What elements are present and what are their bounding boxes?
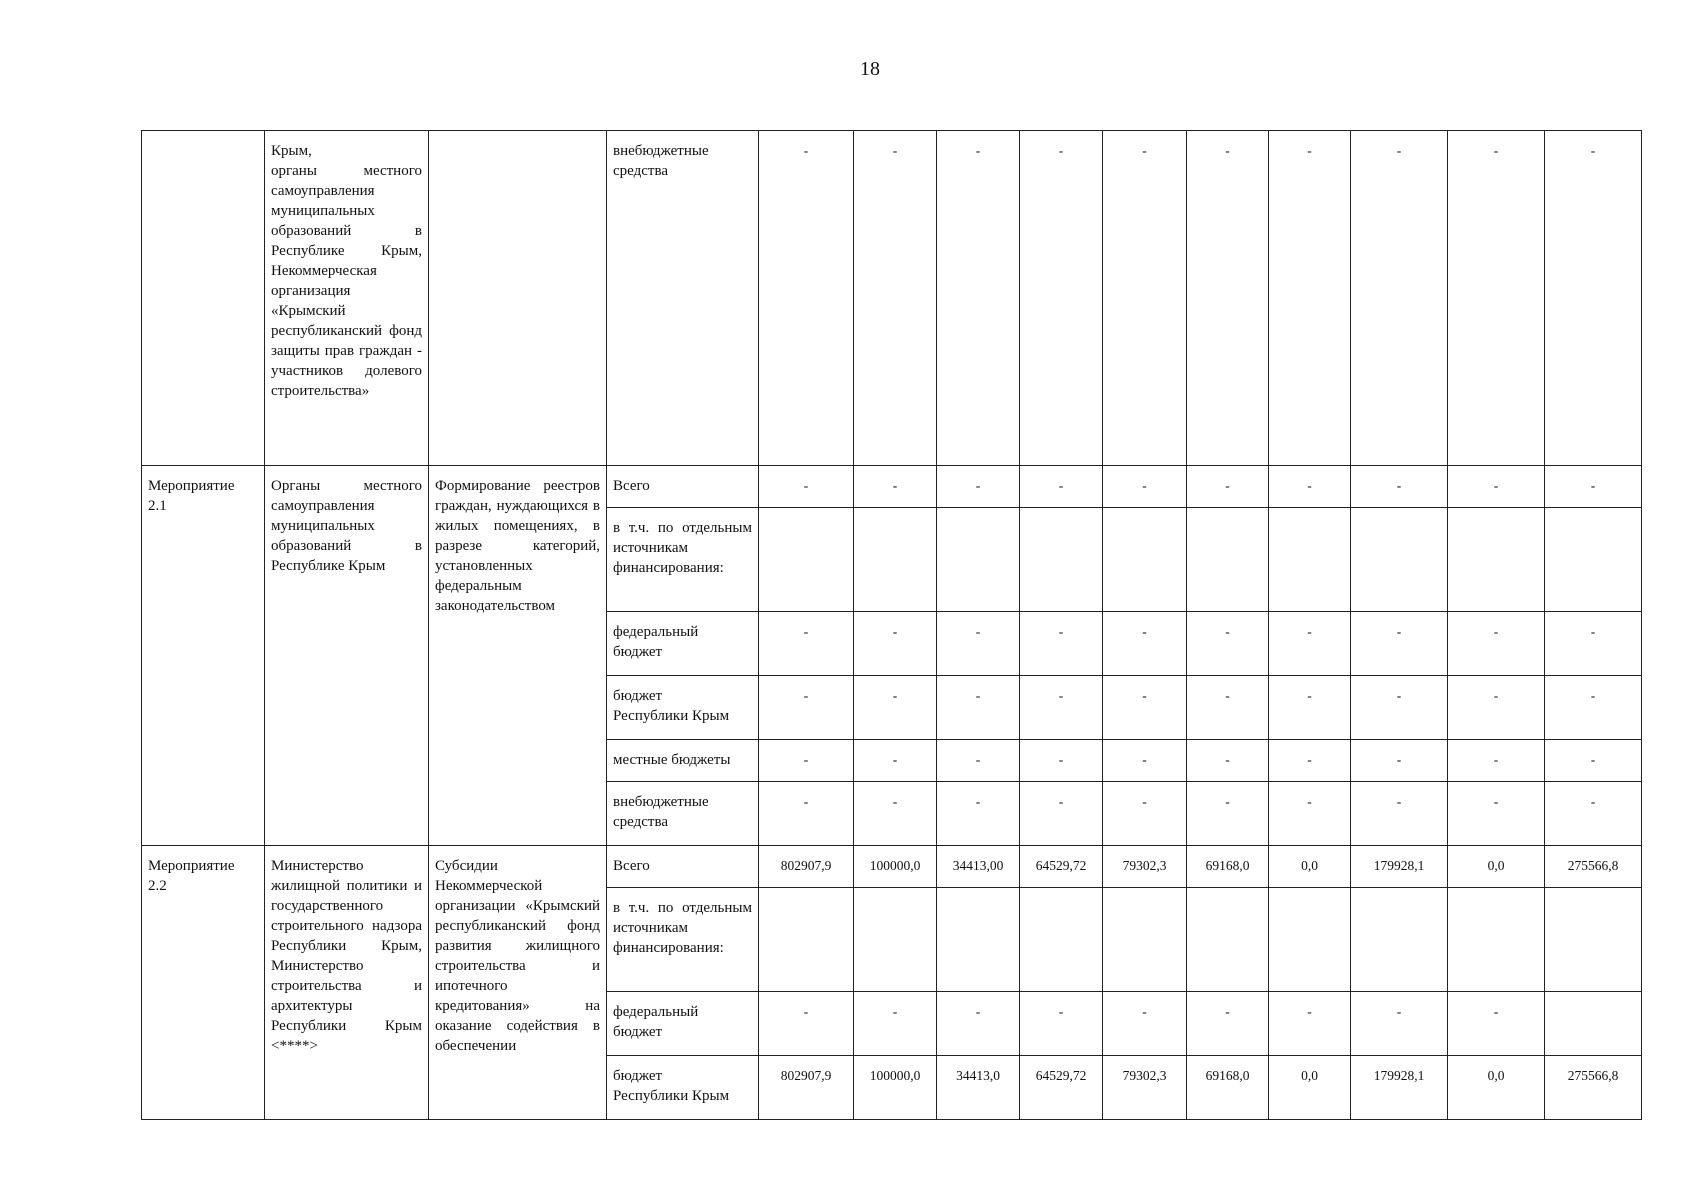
table-row — [142, 846, 1642, 888]
amount-cell: 69168,0 — [1187, 1056, 1269, 1120]
funding-source-label: внебюджетные средства — [607, 782, 759, 846]
amount-cell — [1103, 508, 1187, 612]
amount-cell: - — [1448, 740, 1545, 782]
amount-cell: 100000,0 — [854, 1056, 937, 1120]
amount-cell: 64529,72 — [1020, 1056, 1103, 1120]
amount-cell — [1020, 508, 1103, 612]
amount-cell: 179928,1 — [1351, 846, 1448, 888]
amount-cell: - — [937, 782, 1020, 846]
amount-cell: - — [1269, 740, 1351, 782]
amount-cell: - — [937, 740, 1020, 782]
amount-cell: - — [1448, 992, 1545, 1056]
amount-cell — [1351, 888, 1448, 992]
amount-cell: 34413,0 — [937, 1056, 1020, 1120]
amount-cell: - — [1545, 782, 1642, 846]
amount-cell: - — [1103, 466, 1187, 508]
amount-cell: - — [1269, 466, 1351, 508]
amount-cell: - — [1020, 782, 1103, 846]
funding-source-label: федеральный бюджет — [607, 612, 759, 676]
amount-cell: - — [1351, 782, 1448, 846]
amount-cell — [1351, 508, 1448, 612]
amount-cell: - — [759, 676, 854, 740]
amount-cell: - — [1545, 740, 1642, 782]
funding-source-label: в т.ч. по отдельным источникам финансирования: — [607, 888, 759, 992]
funding-source-label: в т.ч. по отдельным источникам финансирования: — [607, 508, 759, 612]
amount-cell: - — [1351, 992, 1448, 1056]
amount-cell — [1448, 508, 1545, 612]
funding-source-label: бюджет Республики Крым — [607, 676, 759, 740]
amount-cell: - — [1545, 466, 1642, 508]
amount-cell — [1545, 888, 1642, 992]
amount-cell: 802907,9 — [759, 846, 854, 888]
amount-cell: 802907,9 — [759, 1056, 854, 1120]
amount-cell: 275566,8 — [1545, 846, 1642, 888]
amount-cell — [1545, 508, 1642, 612]
amount-cell: - — [1269, 676, 1351, 740]
amount-cell: 79302,3 — [1103, 1056, 1187, 1120]
amount-cell — [1269, 508, 1351, 612]
executor-cell: Органы местного самоуправления муниципальных образований в Республике Крым — [265, 466, 429, 846]
executor-cell: Крым, органы местного самоуправления муниципальных образований в Республике Крым, Некоммерческая организация «Крымский республиканский фонд защиты прав граждан - участников долевого строительства» — [265, 131, 429, 466]
amount-cell: 0,0 — [1269, 1056, 1351, 1120]
activity-cell — [142, 131, 265, 466]
amount-cell: - — [937, 612, 1020, 676]
amount-cell: - — [1187, 612, 1269, 676]
amount-cell: - — [759, 466, 854, 508]
amount-cell: - — [1020, 992, 1103, 1056]
financing-table — [141, 130, 1642, 1120]
amount-cell — [854, 888, 937, 992]
amount-cell — [937, 508, 1020, 612]
amount-cell: - — [759, 782, 854, 846]
amount-cell: - — [1187, 131, 1269, 466]
amount-cell: 0,0 — [1448, 846, 1545, 888]
amount-cell: - — [854, 782, 937, 846]
amount-cell: - — [1020, 612, 1103, 676]
amount-cell: - — [1187, 992, 1269, 1056]
amount-cell: - — [759, 131, 854, 466]
amount-cell: - — [759, 992, 854, 1056]
amount-cell: - — [854, 131, 937, 466]
description-cell: Формирование реестров граждан, нуждающихся в жилых помещениях, в разрезе категорий, установленных федеральным законодательством — [429, 466, 607, 846]
amount-cell: - — [1269, 612, 1351, 676]
amount-cell: - — [1351, 740, 1448, 782]
executor-cell: Министерство жилищной политики и государственного строительного надзора Республики Крым, Министерство строительства и архитектуры Республики Крым <****> — [265, 846, 429, 1120]
amount-cell: - — [1448, 612, 1545, 676]
amount-cell: - — [937, 131, 1020, 466]
activity-cell: Мероприятие 2.2 — [142, 846, 265, 1120]
amount-cell: - — [1020, 131, 1103, 466]
funding-source-label: внебюджетные средства — [607, 131, 759, 466]
amount-cell: - — [759, 612, 854, 676]
amount-cell: - — [1448, 676, 1545, 740]
amount-cell — [1448, 888, 1545, 992]
table-row — [142, 466, 1642, 508]
amount-cell: - — [1351, 131, 1448, 466]
amount-cell: - — [1103, 612, 1187, 676]
amount-cell: - — [1103, 992, 1187, 1056]
amount-cell — [759, 888, 854, 992]
funding-source-label: Всего — [607, 466, 759, 508]
amount-cell: - — [937, 466, 1020, 508]
amount-cell: - — [854, 466, 937, 508]
amount-cell: 34413,00 — [937, 846, 1020, 888]
amount-cell: - — [937, 992, 1020, 1056]
amount-cell: - — [854, 612, 937, 676]
amount-cell: - — [937, 676, 1020, 740]
amount-cell: 0,0 — [1269, 846, 1351, 888]
amount-cell — [854, 508, 937, 612]
amount-cell: - — [1103, 131, 1187, 466]
amount-cell: - — [1187, 676, 1269, 740]
amount-cell: - — [1545, 676, 1642, 740]
amount-cell: - — [1448, 466, 1545, 508]
funding-source-label: местные бюджеты — [607, 740, 759, 782]
amount-cell: - — [854, 992, 937, 1056]
amount-cell — [1269, 888, 1351, 992]
amount-cell: 275566,8 — [1545, 1056, 1642, 1120]
amount-cell: - — [1448, 782, 1545, 846]
amount-cell: - — [1103, 740, 1187, 782]
amount-cell: - — [1545, 612, 1642, 676]
amount-cell: - — [1187, 740, 1269, 782]
amount-cell: - — [854, 740, 937, 782]
amount-cell: - — [1448, 131, 1545, 466]
amount-cell: - — [1187, 466, 1269, 508]
amount-cell: - — [1187, 782, 1269, 846]
description-cell: Субсидии Некоммерческой организации «Крымский республиканский фонд развития жилищного строительства и ипотечного кредитования» на оказание содействия в обеспечении — [429, 846, 607, 1120]
amount-cell: - — [1269, 992, 1351, 1056]
amount-cell: 0,0 — [1448, 1056, 1545, 1120]
funding-source-label: Всего — [607, 846, 759, 888]
amount-cell: - — [854, 676, 937, 740]
funding-source-label: федеральный бюджет — [607, 992, 759, 1056]
amount-cell — [1020, 888, 1103, 992]
amount-cell — [1545, 992, 1642, 1056]
page-number: 18 — [860, 58, 880, 80]
amount-cell: - — [1351, 612, 1448, 676]
amount-cell — [1103, 888, 1187, 992]
amount-cell: - — [1545, 131, 1642, 466]
amount-cell: - — [1351, 676, 1448, 740]
amount-cell: - — [1020, 676, 1103, 740]
description-cell — [429, 131, 607, 466]
amount-cell: - — [1269, 131, 1351, 466]
amount-cell: - — [1351, 466, 1448, 508]
amount-cell: 79302,3 — [1103, 846, 1187, 888]
amount-cell: 64529,72 — [1020, 846, 1103, 888]
amount-cell — [937, 888, 1020, 992]
amount-cell: - — [1103, 782, 1187, 846]
amount-cell: - — [1269, 782, 1351, 846]
amount-cell: 69168,0 — [1187, 846, 1269, 888]
amount-cell: 100000,0 — [854, 846, 937, 888]
amount-cell — [1187, 508, 1269, 612]
table-row — [142, 131, 1642, 466]
amount-cell: 179928,1 — [1351, 1056, 1448, 1120]
funding-source-label: бюджет Республики Крым — [607, 1056, 759, 1120]
amount-cell — [1187, 888, 1269, 992]
amount-cell: - — [1103, 676, 1187, 740]
activity-cell: Мероприятие 2.1 — [142, 466, 265, 846]
amount-cell: - — [1020, 740, 1103, 782]
amount-cell: - — [759, 740, 854, 782]
amount-cell: - — [1020, 466, 1103, 508]
amount-cell — [759, 508, 854, 612]
